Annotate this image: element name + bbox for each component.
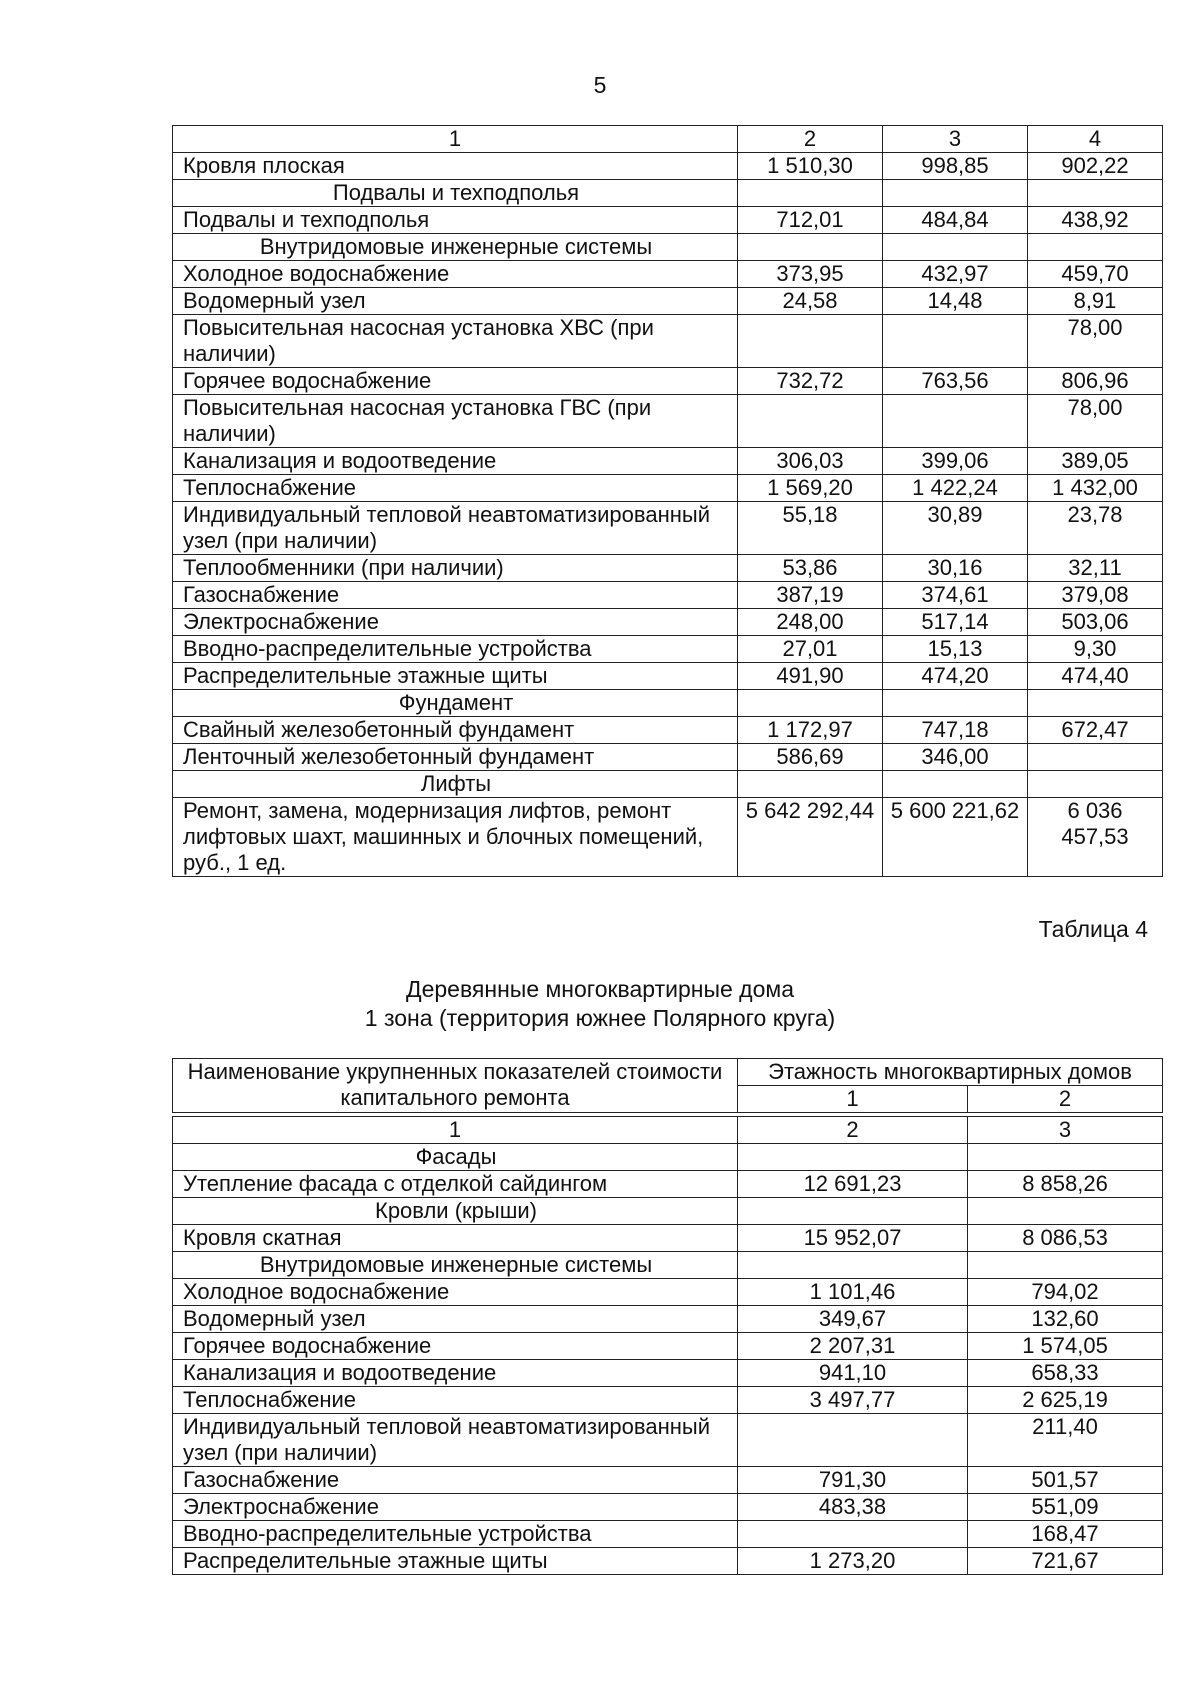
cost-value: 211,40 <box>968 1414 1163 1467</box>
indicator-name: Горячее водоснабжение <box>173 1333 738 1360</box>
cost-value <box>883 180 1028 207</box>
indicator-name: Теплоснабжение <box>173 1387 738 1414</box>
table-row <box>173 1414 1163 1467</box>
cost-value: 474,40 <box>1028 663 1163 690</box>
cost-value <box>883 234 1028 261</box>
cost-value: 32,11 <box>1028 555 1163 582</box>
cost-value: 349,67 <box>738 1306 968 1333</box>
indicator-name: Вводно-распределительные устройства <box>173 636 738 663</box>
cost-value: 2 207,31 <box>738 1333 968 1360</box>
table-row <box>173 1548 1163 1575</box>
cost-value: 248,00 <box>738 609 883 636</box>
cost-value: 712,01 <box>738 207 883 234</box>
table-row <box>173 1279 1163 1306</box>
header-row <box>173 1059 1163 1086</box>
table-row <box>173 475 1163 502</box>
cost-value: 902,22 <box>1028 153 1163 180</box>
indicator-name: Свайный железобетонный фундамент <box>173 717 738 744</box>
indicator-name: Повысительная насосная установка ГВС (при наличии) <box>173 395 738 448</box>
col-number-1: 1 <box>173 1117 738 1144</box>
cost-value <box>1028 744 1163 771</box>
section-row <box>173 771 1163 798</box>
cost-value: 9,30 <box>1028 636 1163 663</box>
cost-value: 306,03 <box>738 448 883 475</box>
cost-value <box>738 395 883 448</box>
indicator-name: Ленточный железобетонный фундамент <box>173 744 738 771</box>
cost-value: 1 273,20 <box>738 1548 968 1575</box>
section-title: Внутридомовые инженерные системы <box>173 1252 738 1279</box>
section-row <box>173 1198 1163 1225</box>
cost-value: 586,69 <box>738 744 883 771</box>
indicator-name: Газоснабжение <box>173 1467 738 1494</box>
cost-value: 806,96 <box>1028 368 1163 395</box>
cost-value: 374,61 <box>883 582 1028 609</box>
cost-value <box>738 1252 968 1279</box>
table-row <box>173 288 1163 315</box>
table-row <box>173 717 1163 744</box>
cost-value: 2 625,19 <box>968 1387 1163 1414</box>
cost-value: 346,00 <box>883 744 1028 771</box>
table-row <box>173 663 1163 690</box>
cost-value: 551,09 <box>968 1494 1163 1521</box>
indicator-name: Холодное водоснабжение <box>173 1279 738 1306</box>
section-row <box>173 180 1163 207</box>
indicator-name: Газоснабжение <box>173 582 738 609</box>
cost-value: 432,97 <box>883 261 1028 288</box>
indicator-name: Холодное водоснабжение <box>173 261 738 288</box>
cost-value: 438,92 <box>1028 207 1163 234</box>
cost-value <box>968 1144 1163 1171</box>
table-row <box>173 261 1163 288</box>
section-title: Фундамент <box>173 690 738 717</box>
cost-value: 6 036 457,53 <box>1028 798 1163 877</box>
cost-value <box>738 234 883 261</box>
table-row <box>173 1467 1163 1494</box>
cost-value: 15 952,07 <box>738 1225 968 1252</box>
cost-value: 3 497,77 <box>738 1387 968 1414</box>
indicator-name: Индивидуальный тепловой неавтоматизированный узел (при наличии) <box>173 1414 738 1467</box>
indicator-name: Подвалы и техподполья <box>173 207 738 234</box>
section-title: Внутридомовые инженерные системы <box>173 234 738 261</box>
wooden-houses-table <box>172 1058 1163 1575</box>
indicator-name: Распределительные этажные щиты <box>173 1548 738 1575</box>
cost-value: 459,70 <box>1028 261 1163 288</box>
table-row <box>173 636 1163 663</box>
cost-value: 78,00 <box>1028 315 1163 368</box>
table-row <box>173 368 1163 395</box>
table-row <box>173 207 1163 234</box>
cost-value: 791,30 <box>738 1467 968 1494</box>
table-row <box>173 609 1163 636</box>
cost-value: 794,02 <box>968 1279 1163 1306</box>
table-row <box>173 1360 1163 1387</box>
cost-value <box>968 1252 1163 1279</box>
section-row <box>173 1144 1163 1171</box>
cost-value: 27,01 <box>738 636 883 663</box>
cost-value <box>738 690 883 717</box>
cost-value: 8,91 <box>1028 288 1163 315</box>
indicator-name: Распределительные этажные щиты <box>173 663 738 690</box>
cost-value: 747,18 <box>883 717 1028 744</box>
col-number-4: 4 <box>1028 126 1163 153</box>
indicator-name: Ремонт, замена, модернизация лифтов, ремонт лифтовых шахт, машинных и блочных помещений, руб., 1 ед. <box>173 798 738 877</box>
table-4-subtitle: 1 зона (территория южнее Полярного круга) <box>364 1005 836 1031</box>
cost-value: 1 172,97 <box>738 717 883 744</box>
cost-value: 1 574,05 <box>968 1333 1163 1360</box>
page-number: 5 <box>593 72 607 98</box>
cost-value: 941,10 <box>738 1360 968 1387</box>
cost-value <box>1028 234 1163 261</box>
cost-value <box>968 1198 1163 1225</box>
cost-value: 503,06 <box>1028 609 1163 636</box>
cost-value: 672,47 <box>1028 717 1163 744</box>
table-row <box>173 798 1163 877</box>
indicator-name: Электроснабжение <box>173 609 738 636</box>
table-row <box>173 448 1163 475</box>
cost-value: 484,84 <box>883 207 1028 234</box>
table-row <box>173 1494 1163 1521</box>
indicator-name: Кровля скатная <box>173 1225 738 1252</box>
cost-value <box>738 771 883 798</box>
cost-value: 5 600 221,62 <box>883 798 1028 877</box>
cost-value <box>883 690 1028 717</box>
table-row <box>173 1333 1163 1360</box>
section-row <box>173 690 1163 717</box>
cost-value: 1 422,24 <box>883 475 1028 502</box>
cost-value: 1 510,30 <box>738 153 883 180</box>
cost-value: 5 642 292,44 <box>738 798 883 877</box>
indicator-name: Водомерный узел <box>173 1306 738 1333</box>
table-row <box>173 1171 1163 1198</box>
cost-value: 30,16 <box>883 555 1028 582</box>
cost-value: 8 086,53 <box>968 1225 1163 1252</box>
table-row <box>173 315 1163 368</box>
cost-value: 12 691,23 <box>738 1171 968 1198</box>
cost-value: 399,06 <box>883 448 1028 475</box>
cost-table-body <box>173 126 1163 877</box>
section-title: Подвалы и техподполья <box>173 180 738 207</box>
cost-value <box>738 1521 968 1548</box>
cost-value: 55,18 <box>738 502 883 555</box>
cost-value: 78,00 <box>1028 395 1163 448</box>
cost-value <box>1028 690 1163 717</box>
cost-value: 24,58 <box>738 288 883 315</box>
table-row <box>173 582 1163 609</box>
cost-value: 483,38 <box>738 1494 968 1521</box>
cost-table-continued <box>172 125 1163 877</box>
cost-value: 23,78 <box>1028 502 1163 555</box>
cost-value: 14,48 <box>883 288 1028 315</box>
wooden-houses-table-body <box>173 1059 1163 1575</box>
col-number-3: 3 <box>883 126 1028 153</box>
cost-value <box>883 395 1028 448</box>
table-row <box>173 555 1163 582</box>
cost-value <box>883 771 1028 798</box>
cost-value: 1 432,00 <box>1028 475 1163 502</box>
cost-value <box>738 180 883 207</box>
table-row <box>173 1387 1163 1414</box>
indicator-name: Теплообменники (при наличии) <box>173 555 738 582</box>
table-row <box>173 1521 1163 1548</box>
table-row <box>173 744 1163 771</box>
cost-value: 8 858,26 <box>968 1171 1163 1198</box>
cost-value <box>738 1144 968 1171</box>
table-row <box>173 1225 1163 1252</box>
col-number-2: 2 <box>738 126 883 153</box>
cost-value <box>1028 180 1163 207</box>
indicator-name: Канализация и водоотведение <box>173 1360 738 1387</box>
section-title: Лифты <box>173 771 738 798</box>
table-row <box>173 395 1163 448</box>
cost-value: 517,14 <box>883 609 1028 636</box>
cost-value: 373,95 <box>738 261 883 288</box>
indicator-name: Вводно-распределительные устройства <box>173 1521 738 1548</box>
floors-1-header: 1 <box>738 1086 968 1113</box>
col-number-2: 2 <box>738 1117 968 1144</box>
table-row <box>173 1306 1163 1333</box>
indicator-name: Кровля плоская <box>173 153 738 180</box>
column-number-row <box>173 126 1163 153</box>
cost-value <box>738 315 883 368</box>
cost-value: 501,57 <box>968 1467 1163 1494</box>
section-title: Фасады <box>173 1144 738 1171</box>
indicator-name: Канализация и водоотведение <box>173 448 738 475</box>
table-row <box>173 502 1163 555</box>
cost-value <box>738 1414 968 1467</box>
cost-value: 732,72 <box>738 368 883 395</box>
cost-value: 53,86 <box>738 555 883 582</box>
floors-2-header: 2 <box>968 1086 1163 1113</box>
cost-value: 30,89 <box>883 502 1028 555</box>
indicator-name: Утепление фасада с отделкой сайдингом <box>173 1171 738 1198</box>
cost-value: 379,08 <box>1028 582 1163 609</box>
cost-value: 389,05 <box>1028 448 1163 475</box>
floors-group-header: Этажность многоквартирных домов <box>738 1059 1163 1086</box>
cost-value: 1 569,20 <box>738 475 883 502</box>
cost-value: 1 101,46 <box>738 1279 968 1306</box>
column-number-row <box>173 1117 1163 1144</box>
cost-value: 132,60 <box>968 1306 1163 1333</box>
cost-value: 387,19 <box>738 582 883 609</box>
section-row <box>173 234 1163 261</box>
cost-value: 474,20 <box>883 663 1028 690</box>
indicator-name: Горячее водоснабжение <box>173 368 738 395</box>
cost-value: 998,85 <box>883 153 1028 180</box>
table-row <box>173 153 1163 180</box>
cost-value: 168,47 <box>968 1521 1163 1548</box>
indicator-name: Индивидуальный тепловой неавтоматизированный узел (при наличии) <box>173 502 738 555</box>
indicator-name: Теплоснабжение <box>173 475 738 502</box>
indicator-name: Повысительная насосная установка ХВС (при наличии) <box>173 315 738 368</box>
indicator-name-header: Наименование укрупненных показателей стоимости капитального ремонта <box>173 1059 738 1113</box>
cost-value <box>883 315 1028 368</box>
table-4-title: Деревянные многоквартирные дома <box>406 976 794 1002</box>
cost-value <box>1028 771 1163 798</box>
cost-value: 658,33 <box>968 1360 1163 1387</box>
cost-value: 491,90 <box>738 663 883 690</box>
indicator-name: Электроснабжение <box>173 1494 738 1521</box>
section-title: Кровли (крыши) <box>173 1198 738 1225</box>
col-number-1: 1 <box>173 126 738 153</box>
cost-value: 721,67 <box>968 1548 1163 1575</box>
table-4-label: Таблица 4 <box>1038 916 1148 942</box>
cost-value: 15,13 <box>883 636 1028 663</box>
cost-value: 763,56 <box>883 368 1028 395</box>
cost-value <box>738 1198 968 1225</box>
section-row <box>173 1252 1163 1279</box>
indicator-name: Водомерный узел <box>173 288 738 315</box>
col-number-3: 3 <box>968 1117 1163 1144</box>
